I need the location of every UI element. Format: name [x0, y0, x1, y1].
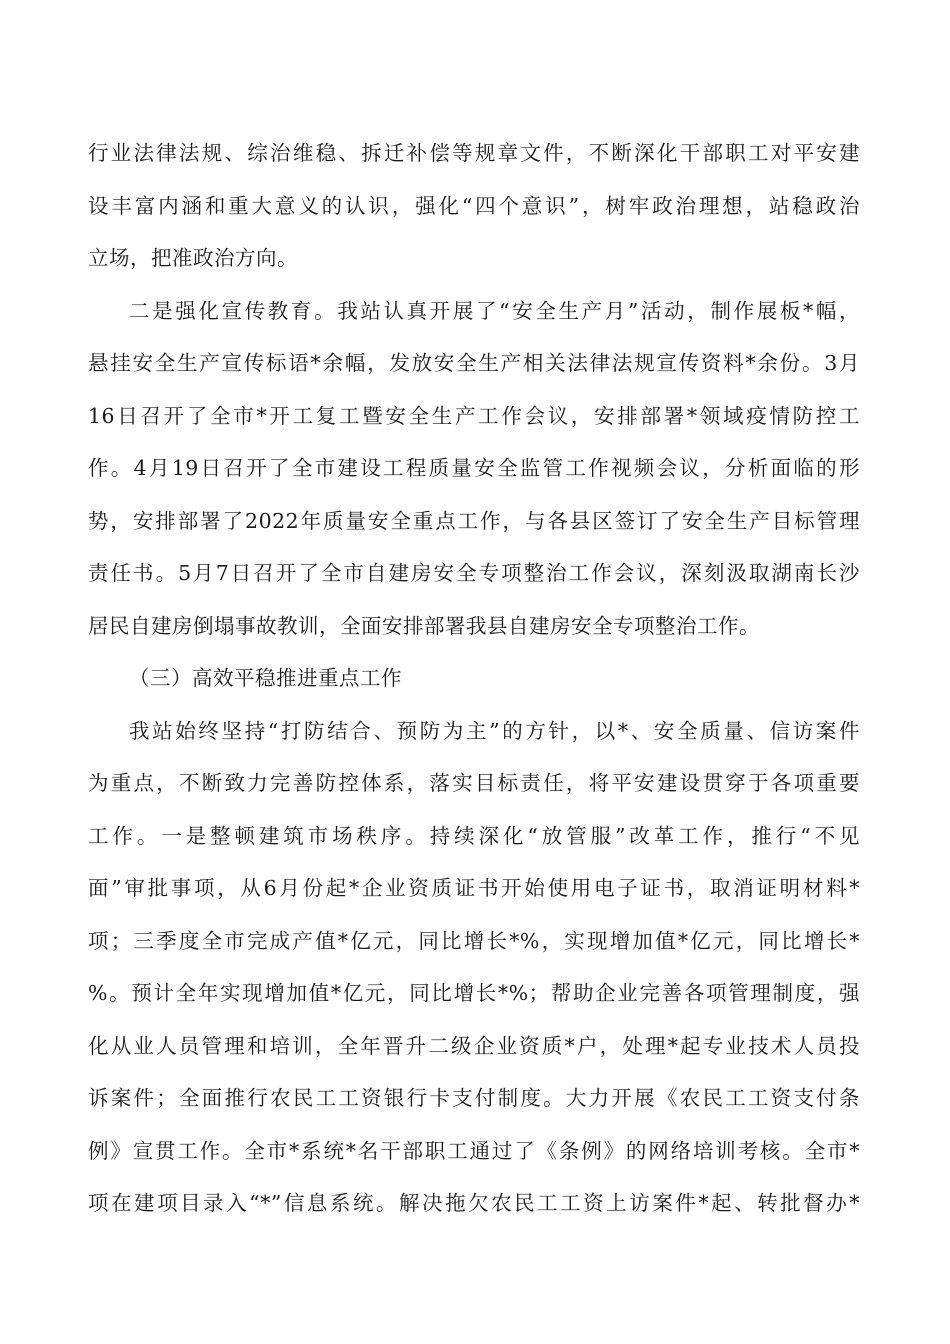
text-line: 二是强化宣传教育。我站认真开展了“安全生产月”活动，制作展板*幅， [129, 298, 860, 323]
paragraph-continuation [88, 127, 860, 285]
text-line: 16日召开了全市*开工复工暨安全生产工作会议，安排部署*领域疫情防控工 [88, 403, 860, 428]
text-line: 行业法律法规、综治维稳、拆迁补偿等规章文件，不断深化干部职工对平安建 [88, 141, 860, 165]
text-line: 面”审批事项，从6月份起*企业资质证书开始使用电子证书，取消证明材料* [88, 876, 860, 900]
text-line: 例》宣贯工作。全市*系统*名干部职工通过了《条例》的网络培训考核。全市* [88, 1138, 860, 1163]
text-line: 立场，把准政治方向。 [88, 246, 298, 270]
text-line: 化从业人员管理和培训，全年晋升二级企业资质*户，处理*起专业技术人员投 [88, 1033, 860, 1058]
section-heading [88, 652, 860, 705]
text-line: 为重点，不断致力完善防控体系，落实目标责任，将平安建设贯穿于各项重要 [88, 771, 860, 795]
text-line: 责任书。5月7日召开了全市自建房安全专项整治工作会议，深刻汲取湖南长沙 [88, 561, 860, 585]
text-line: 项在建项目录入“*”信息系统。解决拖欠农民工工资上访案件*起、转批督办* [88, 1191, 860, 1215]
text-line: 居民自建房倒塌事故教训，全面安排部署我县自建房安全专项整治工作。 [88, 613, 760, 638]
text-line: 项；三季度全市完成产值*亿元，同比增长*%，实现增加值*亿元，同比增长* [88, 928, 860, 953]
paragraph-publicity-education [88, 285, 860, 653]
text-line: 诉案件；全面推行农民工工资银行卡支付制度。大力开展《农民工工资支付条 [88, 1086, 860, 1110]
paragraph-key-work [88, 705, 860, 1230]
text-line: 设丰富内涵和重大意义的认识，强化“四个意识”，树牢政治理想，站稳政治 [88, 193, 860, 218]
text-line: 势，安排部署了2022年质量安全重点工作，与各县区签订了安全生产目标管理 [88, 508, 860, 533]
text-line: 工作。一是整顿建筑市场秩序。持续深化“放管服”改革工作，推行“不见 [88, 823, 860, 848]
text-line: 我站始终坚持“打防结合、预防为主”的方针，以*、安全质量、信访案件 [129, 718, 860, 743]
section-heading-text: （三）高效平稳推进重点工作 [129, 666, 402, 690]
document-page [88, 127, 860, 1230]
text-line: %。预计全年实现增加值*亿元，同比增长*%；帮助企业完善各项管理制度，强 [88, 981, 860, 1005]
text-line: 悬挂安全生产宣传标语*余幅，发放安全生产相关法律法规宣传资料*余份。3月 [88, 351, 860, 375]
text-line: 作。4月19日召开了全市建设工程质量安全监管工作视频会议，分析面临的形 [88, 456, 860, 480]
